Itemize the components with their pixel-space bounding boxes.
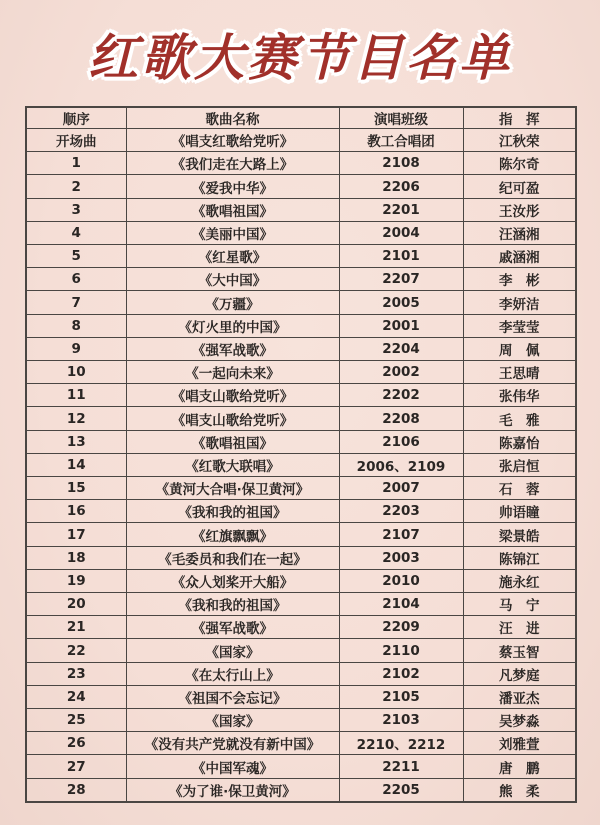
header-conductor: 指 挥 xyxy=(463,107,576,129)
cell-song: 《强军战歌》 xyxy=(126,337,339,360)
cell-order: 2 xyxy=(26,175,126,198)
cell-conductor: 李莹莹 xyxy=(463,314,576,337)
table-row xyxy=(26,453,576,476)
header-class: 演唱班级 xyxy=(339,107,463,129)
cell-song: 《大中国》 xyxy=(126,268,339,291)
cell-class: 2004 xyxy=(339,221,463,244)
table-row xyxy=(26,384,576,407)
cell-conductor: 纪可盈 xyxy=(463,175,576,198)
table-row xyxy=(26,593,576,616)
cell-order: 27 xyxy=(26,755,126,778)
table-row xyxy=(26,361,576,384)
cell-song: 《我和我的祖国》 xyxy=(126,500,339,523)
cell-order: 20 xyxy=(26,593,126,616)
table-row xyxy=(26,709,576,732)
cell-conductor: 凡梦庭 xyxy=(463,662,576,685)
cell-conductor: 戚涵湘 xyxy=(463,245,576,268)
cell-order: 3 xyxy=(26,198,126,221)
cell-class: 2203 xyxy=(339,500,463,523)
cell-conductor: 吴梦淼 xyxy=(463,709,576,732)
cell-order: 13 xyxy=(26,430,126,453)
cell-class: 2107 xyxy=(339,523,463,546)
cell-class: 2205 xyxy=(339,778,463,802)
cell-song: 《我和我的祖国》 xyxy=(126,593,339,616)
cell-class: 2103 xyxy=(339,709,463,732)
table-row xyxy=(26,569,576,592)
table-row xyxy=(26,314,576,337)
cell-conductor: 熊 柔 xyxy=(463,778,576,802)
cell-song: 《毛委员和我们在一起》 xyxy=(126,546,339,569)
cell-order: 17 xyxy=(26,523,126,546)
cell-class: 2210、2212 xyxy=(339,732,463,755)
cell-song: 《黄河大合唱·保卫黄河》 xyxy=(126,477,339,500)
cell-song: 《没有共产党就没有新中国》 xyxy=(126,732,339,755)
cell-order: 16 xyxy=(26,500,126,523)
cell-class: 2106 xyxy=(339,430,463,453)
table-row xyxy=(26,755,576,778)
cell-order: 6 xyxy=(26,268,126,291)
cell-song: 《歌唱祖国》 xyxy=(126,198,339,221)
cell-order: 开场曲 xyxy=(26,129,126,152)
cell-conductor: 马 宁 xyxy=(463,593,576,616)
cell-conductor: 李 彬 xyxy=(463,268,576,291)
cell-order: 18 xyxy=(26,546,126,569)
page-title: 红歌大赛节目名单 xyxy=(88,29,512,87)
cell-song: 《一起向未来》 xyxy=(126,361,339,384)
cell-order: 22 xyxy=(26,639,126,662)
cell-conductor: 张启恒 xyxy=(463,453,576,476)
table-row xyxy=(26,523,576,546)
cell-song: 《万疆》 xyxy=(126,291,339,314)
table-row xyxy=(26,291,576,314)
cell-conductor: 刘雅萱 xyxy=(463,732,576,755)
cell-class: 2110 xyxy=(339,639,463,662)
cell-song: 《红星歌》 xyxy=(126,245,339,268)
cell-order: 24 xyxy=(26,685,126,708)
table-row xyxy=(26,152,576,175)
cell-conductor: 王汝彤 xyxy=(463,198,576,221)
cell-conductor: 唐 鹏 xyxy=(463,755,576,778)
cell-class: 2202 xyxy=(339,384,463,407)
cell-song: 《灯火里的中国》 xyxy=(126,314,339,337)
cell-song: 《歌唱祖国》 xyxy=(126,430,339,453)
cell-conductor: 李妍洁 xyxy=(463,291,576,314)
cell-conductor: 石 蓉 xyxy=(463,477,576,500)
cell-order: 8 xyxy=(26,314,126,337)
cell-class: 2108 xyxy=(339,152,463,175)
cell-conductor: 陈尔奇 xyxy=(463,152,576,175)
cell-song: 《唱支山歌给党听》 xyxy=(126,384,339,407)
cell-conductor: 汪 进 xyxy=(463,616,576,639)
cell-order: 12 xyxy=(26,407,126,430)
cell-class: 2003 xyxy=(339,546,463,569)
cell-class: 2102 xyxy=(339,662,463,685)
cell-conductor: 帅语瞳 xyxy=(463,500,576,523)
cell-conductor: 汪涵湘 xyxy=(463,221,576,244)
cell-conductor: 施永红 xyxy=(463,569,576,592)
cell-class: 2001 xyxy=(339,314,463,337)
cell-song: 《爱我中华》 xyxy=(126,175,339,198)
cell-song: 《为了谁·保卫黄河》 xyxy=(126,778,339,802)
cell-order: 15 xyxy=(26,477,126,500)
cell-song: 《众人划桨开大船》 xyxy=(126,569,339,592)
cell-song: 《国家》 xyxy=(126,709,339,732)
header-song: 歌曲名称 xyxy=(126,107,339,129)
cell-class: 2007 xyxy=(339,477,463,500)
cell-class: 教工合唱团 xyxy=(339,129,463,152)
table-row xyxy=(26,337,576,360)
cell-order: 26 xyxy=(26,732,126,755)
cell-conductor: 陈嘉怡 xyxy=(463,430,576,453)
table-body xyxy=(26,129,576,803)
cell-song: 《唱支红歌给党听》 xyxy=(126,129,339,152)
cell-conductor: 潘亚杰 xyxy=(463,685,576,708)
cell-class: 2005 xyxy=(339,291,463,314)
table-row xyxy=(26,430,576,453)
cell-conductor: 周 佩 xyxy=(463,337,576,360)
cell-order: 10 xyxy=(26,361,126,384)
cell-order: 5 xyxy=(26,245,126,268)
cell-class: 2211 xyxy=(339,755,463,778)
cell-conductor: 张伟华 xyxy=(463,384,576,407)
cell-conductor: 王思晴 xyxy=(463,361,576,384)
cell-song: 《红歌大联唱》 xyxy=(126,453,339,476)
cell-class: 2207 xyxy=(339,268,463,291)
table-row xyxy=(26,500,576,523)
table-row xyxy=(26,546,576,569)
table-row xyxy=(26,198,576,221)
cell-conductor: 江秋荣 xyxy=(463,129,576,152)
cell-class: 2010 xyxy=(339,569,463,592)
cell-order: 19 xyxy=(26,569,126,592)
table-row xyxy=(26,129,576,152)
cell-song: 《强军战歌》 xyxy=(126,616,339,639)
cell-order: 28 xyxy=(26,778,126,802)
cell-order: 4 xyxy=(26,221,126,244)
table-row xyxy=(26,175,576,198)
cell-order: 11 xyxy=(26,384,126,407)
cell-class: 2002 xyxy=(339,361,463,384)
table-row xyxy=(26,616,576,639)
cell-order: 7 xyxy=(26,291,126,314)
table-row xyxy=(26,662,576,685)
table-row xyxy=(26,407,576,430)
cell-song: 《美丽中国》 xyxy=(126,221,339,244)
cell-order: 21 xyxy=(26,616,126,639)
cell-conductor: 毛 雅 xyxy=(463,407,576,430)
cell-order: 9 xyxy=(26,337,126,360)
cell-song: 《红旗飘飘》 xyxy=(126,523,339,546)
cell-class: 2206 xyxy=(339,175,463,198)
cell-order: 1 xyxy=(26,152,126,175)
cell-class: 2208 xyxy=(339,407,463,430)
table-row xyxy=(26,268,576,291)
cell-song: 《我们走在大路上》 xyxy=(126,152,339,175)
cell-conductor: 陈锦江 xyxy=(463,546,576,569)
cell-song: 《在太行山上》 xyxy=(126,662,339,685)
cell-class: 2209 xyxy=(339,616,463,639)
cell-song: 《中国军魂》 xyxy=(126,755,339,778)
cell-order: 25 xyxy=(26,709,126,732)
cell-class: 2105 xyxy=(339,685,463,708)
header-order: 顺序 xyxy=(26,107,126,129)
cell-song: 《祖国不会忘记》 xyxy=(126,685,339,708)
cell-class: 2101 xyxy=(339,245,463,268)
table-row xyxy=(26,477,576,500)
table-header-row xyxy=(26,107,576,129)
table-row xyxy=(26,221,576,244)
program-table xyxy=(25,106,577,803)
cell-class: 2104 xyxy=(339,593,463,616)
cell-conductor: 蔡玉智 xyxy=(463,639,576,662)
table-row xyxy=(26,245,576,268)
cell-class: 2201 xyxy=(339,198,463,221)
cell-class: 2006、2109 xyxy=(339,453,463,476)
cell-class: 2204 xyxy=(339,337,463,360)
cell-song: 《国家》 xyxy=(126,639,339,662)
table-row xyxy=(26,639,576,662)
table-row xyxy=(26,732,576,755)
table-row xyxy=(26,778,576,802)
cell-order: 14 xyxy=(26,453,126,476)
table-row xyxy=(26,685,576,708)
cell-order: 23 xyxy=(26,662,126,685)
cell-conductor: 梁景皓 xyxy=(463,523,576,546)
cell-song: 《唱支山歌给党听》 xyxy=(126,407,339,430)
